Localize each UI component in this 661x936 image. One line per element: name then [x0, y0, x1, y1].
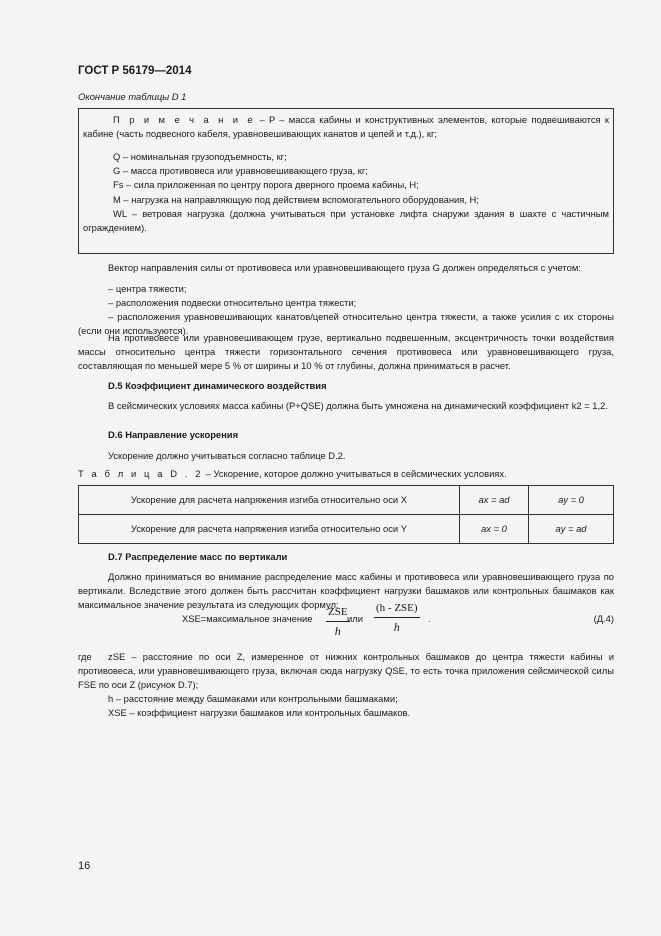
- table-d1-note-box: [78, 108, 614, 254]
- list-item-ropes: – расположения уравновешивающих канатов/цепей относительно центра тяжести, а также усилия с их стороны (если они используются).: [78, 311, 614, 337]
- table-row: [79, 515, 614, 544]
- where-label: где: [78, 651, 92, 662]
- note-wl-line: WL – ветровая нагрузка (должна учитываться при установке лифта снаружи здания в шахте с частичным ограждением).: [83, 207, 609, 233]
- table-d2-caption: Т а б л и ц а D . 2 – Ускорение, которое должно учитываться в сейсмических условиях.: [78, 468, 507, 479]
- table-cell-desc: Ускорение для расчета напряжения изгиба относительно оси Y: [79, 515, 460, 544]
- table-cell-ax: ax = ad: [460, 486, 529, 515]
- formula-end: .: [428, 613, 431, 624]
- section-d5-title: D.5 Коэффициент динамического воздействия: [108, 380, 327, 391]
- section-d6-text: Ускорение должно учитываться согласно таблице D.2.: [108, 450, 346, 461]
- note-label: П р и м е ч а н и е: [113, 114, 256, 125]
- table-cell-ax: ax = 0: [460, 515, 529, 544]
- table-d2: [78, 485, 614, 544]
- section-d7-text: Должно приниматься во внимание распределение масс кабины и противовеса или уравновешивающего груза по вертикали. Вследствие этого должен быть рассчитан коэффициент нагрузки башмаков или контрольных башмаков как максимальное значение результата из следующих формул:: [78, 571, 614, 611]
- formula-fraction-2: (h - ZSE) h: [376, 602, 418, 634]
- table-cell-ay: ay = 0: [529, 486, 614, 515]
- list-item-suspension: – расположения подвески относительно центра тяжести;: [108, 297, 357, 308]
- where-x: XSE – коэффициент нагрузки башмаков или контрольных башмаков.: [108, 707, 411, 718]
- table-cell-desc: Ускорение для расчета напряжения изгиба относительно оси X: [79, 486, 460, 515]
- note-m-line: M – нагрузка на направляющую под действием вспомогательного оборудования, Н;: [113, 193, 479, 205]
- list-item-center: – центра тяжести;: [108, 283, 187, 294]
- table-row: [79, 486, 614, 515]
- formula-d4: [182, 600, 614, 640]
- vector-paragraph: Вектор направления силы от противовеса или уравновешивающего груза G должен определяться с учетом:: [108, 262, 581, 273]
- note-g-line: G – масса противовеса или уравновешивающего груза, кг;: [113, 165, 368, 177]
- where-h: h – расстояние между башмаками или контрольными башмаками;: [108, 693, 398, 704]
- formula-fraction-1: ZSE h: [328, 606, 348, 638]
- document-header: ГОСТ Р 56179—2014: [78, 65, 192, 77]
- section-d6-title: D.6 Направление ускорения: [108, 429, 239, 440]
- section-d7-title: D.7 Распределение масс по вертикали: [108, 551, 288, 562]
- formula-number: (Д.4): [593, 613, 614, 624]
- table-continuation-label: Окончание таблицы D 1: [78, 91, 187, 102]
- where-z: zSE – расстояние по оси Z, измеренное от нижних контрольных башмаков до центра тяжести кабины и противовеса, или уравновешивающего груза, включая сюда нагрузку QSE, то есть точка приложения сейсмической силы FSE по оси Z (рисунок D.7);: [78, 651, 614, 691]
- note-p-line: П р и м е ч а н и е – P – масса кабины и конструктивных элементов, которые подвешиваются к кабине (часть подвесного кабеля, уравновешивающих канатов и цепей и т.д.), кг;: [83, 114, 609, 140]
- section-d5-text: В сейсмических условиях масса кабины (P+QSE) должна быть умножена на динамический коэффициент k2 = 1,2.: [108, 400, 608, 411]
- formula-or: или: [347, 613, 363, 624]
- formula-lhs: XSE=максимальное значение: [182, 613, 313, 624]
- page-number: 16: [78, 860, 91, 872]
- note-q-line: Q – номинальная грузоподъемность, кг;: [113, 151, 287, 163]
- table-cell-ay: ay = ad: [529, 515, 614, 544]
- note-fs-line: Fs – сила приложенная по центру порога дверного проема кабины, Н;: [113, 179, 419, 191]
- eccentricity-paragraph: На противовесе или уравновешивающем грузе, вертикально подвешенным, эксцентричность точки воздействия массы относительно центра тяжести горизонтального сечения противовеса или уравновешивающего груза, составляющая по меньшей мере 5 % от ширины и 10 % от глубины, должна приниматься в расчет.: [78, 332, 614, 372]
